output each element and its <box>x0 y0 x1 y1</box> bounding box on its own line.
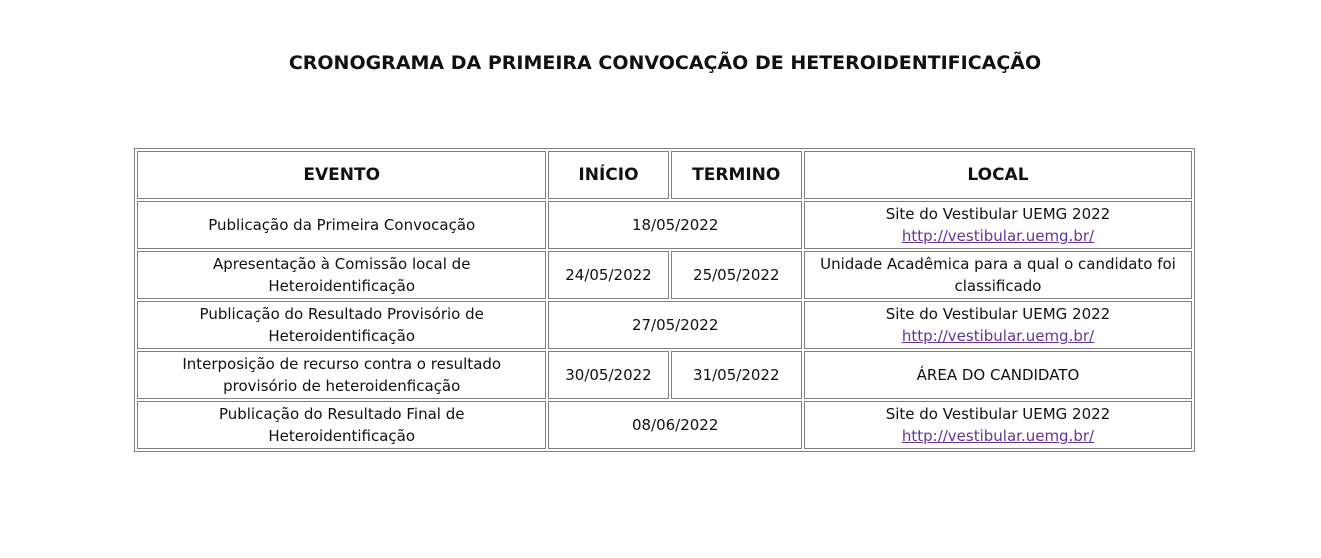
evento-line: Publicação do Resultado Provisório de <box>199 305 484 323</box>
local-cell <box>804 251 1192 299</box>
date-cell: 08/06/2022 <box>548 401 802 449</box>
evento-cell <box>137 251 546 299</box>
local-cell: ÁREA DO CANDIDATO <box>804 351 1192 399</box>
termino-cell: 25/05/2022 <box>671 251 802 299</box>
local-text: Site do Vestibular UEMG 2022 <box>885 405 1111 423</box>
table-row <box>137 401 1192 449</box>
local-cell <box>804 301 1192 349</box>
header-inicio: INÍCIO <box>548 151 668 199</box>
local-line: Unidade Acadêmica para a qual o candidato foi <box>820 255 1176 273</box>
date-cell: 18/05/2022 <box>548 201 802 249</box>
table-row <box>137 201 1192 249</box>
termino-cell: 31/05/2022 <box>671 351 802 399</box>
schedule-table <box>134 148 1195 452</box>
site-link[interactable]: http://vestibular.uemg.br/ <box>901 327 1095 345</box>
evento-cell <box>137 401 546 449</box>
evento-cell <box>137 201 546 249</box>
header-local: LOCAL <box>804 151 1192 199</box>
date-cell: 27/05/2022 <box>548 301 802 349</box>
table-row <box>137 351 1192 399</box>
evento-line: Publicação da Primeira Convocação <box>208 216 476 234</box>
inicio-cell: 30/05/2022 <box>548 351 668 399</box>
evento-line: Interposição de recurso contra o resultado <box>182 355 502 373</box>
local-text: Site do Vestibular UEMG 2022 <box>885 205 1111 223</box>
evento-cell <box>137 351 546 399</box>
header-evento: EVENTO <box>137 151 546 199</box>
local-cell <box>804 201 1192 249</box>
evento-line: Heteroidentificação <box>268 277 415 295</box>
evento-line: Heteroidentificação <box>268 327 415 345</box>
local-text: Site do Vestibular UEMG 2022 <box>885 305 1111 323</box>
evento-line: Apresentação à Comissão local de <box>212 255 471 273</box>
header-termino: TERMINO <box>671 151 802 199</box>
site-link[interactable]: http://vestibular.uemg.br/ <box>901 427 1095 445</box>
local-cell <box>804 401 1192 449</box>
inicio-cell: 24/05/2022 <box>548 251 668 299</box>
table-row <box>137 251 1192 299</box>
evento-line: Publicação do Resultado Final de <box>218 405 465 423</box>
page-title: CRONOGRAMA DA PRIMEIRA CONVOCAÇÃO DE HETEROIDENTIFICAÇÃO <box>288 52 1042 74</box>
evento-line: Heteroidentificação <box>268 427 415 445</box>
local-line: classificado <box>954 277 1042 295</box>
header-row <box>137 151 1192 199</box>
table-row <box>137 301 1192 349</box>
evento-cell <box>137 301 546 349</box>
site-link[interactable]: http://vestibular.uemg.br/ <box>901 227 1095 245</box>
evento-line: provisório de heteroidenficação <box>223 377 461 395</box>
